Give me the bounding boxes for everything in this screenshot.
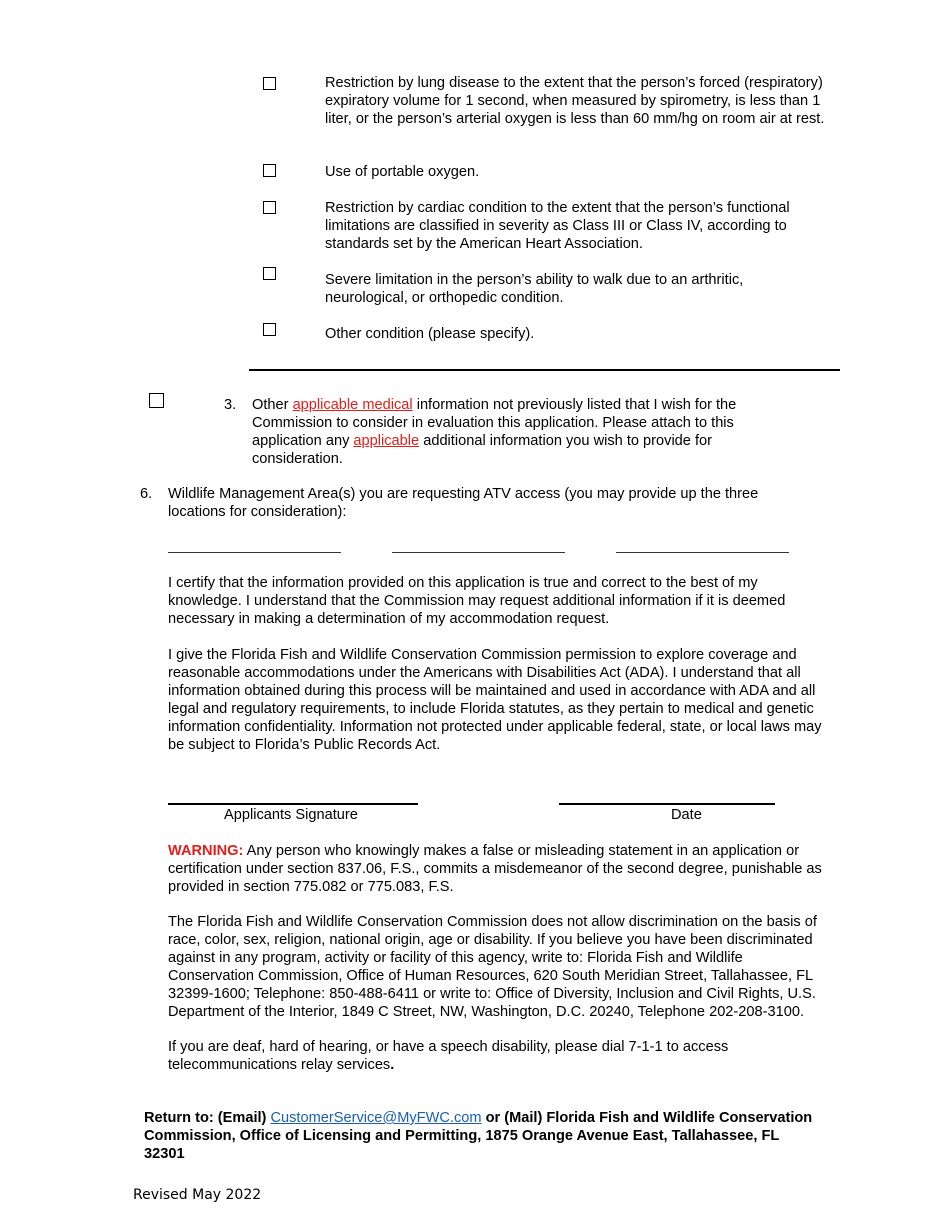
item3-number: 3. [224, 397, 237, 413]
item3-text-b: information not previously listed that I wish for the Commission to consider in evaluation this application. Please attach to this application any [252, 397, 737, 449]
warning-paragraph [168, 842, 828, 896]
condition-checkbox-other[interactable] [263, 323, 276, 336]
condition-lung-text: Restriction by lung disease to the extent that the person’s forced (respiratory) expiratory volume for 1 second, when measured by spirometry, is less than 1 liter, or the person’s arterial oxygen is less than 60 mm/hg on room air at rest. [325, 75, 825, 127]
wma-location-1-field[interactable] [168, 552, 341, 553]
return-to-paragraph [144, 1109, 814, 1163]
warning-label: WARNING: [168, 843, 244, 859]
item3-checkbox[interactable] [149, 393, 164, 408]
condition-oxygen-text: Use of portable oxygen. [325, 164, 480, 180]
item3-applicable-medical: applicable medical [292, 397, 413, 413]
wma-location-3-field[interactable] [616, 552, 789, 553]
nondiscrimination-paragraph: The Florida Fish and Wildlife Conservation Commission does not allow discrimination on the basis of race, color, sex, religion, national origin, age or disability. If you believe you have been discriminated against in any program, activity or facility of this agency, write to: Florida Fish and Wildlife Conservation Commission, Office of Human Resources, 620 South Meridian Street, Tallahassee, FL 32399-1600; Telephone: 850-488-6411 or write to: Office of Diversity, Inclusion and Civil Rights, U.S. Department of the Interior, 1849 C Street, NW, Washington, D.C. 20240, Telephone 202-208-3100. [168, 914, 817, 1020]
relay-period: . [390, 1057, 395, 1073]
condition-checkbox-oxygen[interactable] [263, 164, 276, 177]
item3-text [252, 396, 772, 468]
wma-location-2-field[interactable] [392, 552, 565, 553]
condition-cardiac-text: Restriction by cardiac condition to the extent that the person’s functional limitations are classified in severity as Class III or Class IV, according to standards set by the American Heart Association. [325, 200, 790, 252]
item6-number: 6. [140, 486, 153, 502]
condition-checkbox-lung[interactable] [263, 77, 276, 90]
applicant-signature-line[interactable] [168, 803, 418, 805]
applicant-signature-label: Applicants Signature [224, 807, 358, 823]
condition-other-text: Other condition (please specify). [325, 326, 535, 342]
item3-text-c: additional information you wish to provide for consideration. [252, 433, 713, 467]
return-to-mail-address: or (Mail) Florida Fish and Wildlife Conservation Commission, Office of Licensing and Permitting, 1875 Orange Avenue East, Tallahassee, FL 32301 [144, 1110, 813, 1162]
relay-text: If you are deaf, hard of hearing, or have a speech disability, please dial 7-1-1 to access telecommunications relay services [168, 1039, 729, 1073]
condition-checkbox-walk[interactable] [263, 267, 276, 280]
date-label: Date [671, 807, 702, 823]
return-to-prefix: Return to: (Email) [144, 1110, 271, 1126]
item3-applicable: applicable [353, 433, 420, 449]
item3-text-a: Other [252, 397, 293, 413]
section-divider [249, 369, 840, 371]
condition-walk-text: Severe limitation in the person’s ability to walk due to an arthritic, neurological, or orthopedic condition. [325, 272, 744, 306]
certification-paragraph: I certify that the information provided on this application is true and correct to the best of my knowledge. I understand that the Commission may request additional information if it is deemed necessary in making a determination of my accommodation request. [168, 575, 786, 627]
date-line[interactable] [559, 803, 775, 805]
relay-paragraph [168, 1038, 808, 1074]
item6-text: Wildlife Management Area(s) you are requesting ATV access (you may provide up the three locations for consideration): [168, 486, 759, 520]
revised-date-footer: Revised May 2022 [133, 1187, 262, 1203]
condition-checkbox-cardiac[interactable] [263, 201, 276, 214]
email-link[interactable]: CustomerService@MyFWC.com [270, 1110, 482, 1126]
warning-text: Any person who knowingly makes a false or misleading statement in an application or certification under section 837.06, F.S., commits a misdemeanor of the second degree, punishable as provided in section 775.082 or 775.083, F.S. [168, 843, 822, 895]
ada-permission-paragraph: I give the Florida Fish and Wildlife Conservation Commission permission to explore coverage and reasonable accommodations under the Americans with Disabilities Act (ADA). I understand that all information obtained during this process will be maintained and used in accordance with ADA and all legal and regulatory requirements, to include Florida statutes, as they pertain to medical and genetic information confidentiality. Information not protected under applicable federal, state, or local laws may be subject to Florida’s Public Records Act. [168, 647, 822, 753]
